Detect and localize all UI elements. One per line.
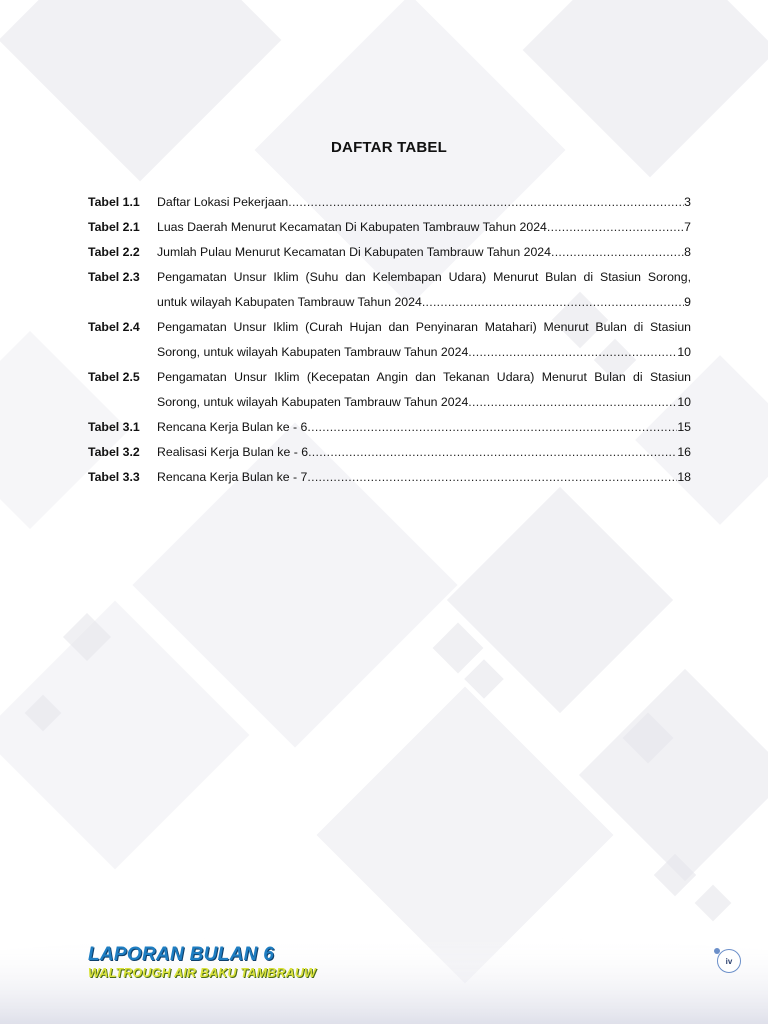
toc-entry-label: Tabel 2.2 bbox=[88, 245, 140, 259]
toc-entry-title: Rencana Kerja Bulan ke - 6 bbox=[157, 420, 308, 434]
toc-entry-title-line1: Pengamatan Unsur Iklim (Curah Hujan dan Penyinaran Matahari) Menurut Bulan di Stasiun bbox=[157, 320, 691, 334]
toc-entry-title: Realisasi Kerja Bulan ke - 6 bbox=[157, 445, 309, 459]
toc-entry[interactable] bbox=[88, 240, 691, 265]
toc-entry[interactable] bbox=[88, 215, 691, 240]
toc-entry-page: 3 bbox=[684, 195, 691, 209]
leader-dots bbox=[468, 390, 677, 415]
toc-entry-label: Tabel 2.4 bbox=[88, 320, 140, 334]
toc-entry[interactable] bbox=[88, 415, 691, 440]
toc-entry-label: Tabel 3.2 bbox=[88, 445, 140, 459]
toc-entry-label: Tabel 3.1 bbox=[88, 420, 140, 434]
toc-entry[interactable] bbox=[88, 365, 691, 415]
toc-entry-label: Tabel 2.5 bbox=[88, 370, 140, 384]
page-number-dot-icon bbox=[714, 948, 720, 954]
toc-entry-title: Luas Daerah Menurut Kecamatan Di Kabupaten Tambrauw Tahun 2024 bbox=[157, 220, 547, 234]
toc-entry-title-line1: Pengamatan Unsur Iklim (Kecepatan Angin dan Tekanan Udara) Menurut Bulan di Stasiun bbox=[157, 370, 691, 384]
toc-entry[interactable] bbox=[88, 265, 691, 315]
leader-dots bbox=[422, 290, 684, 315]
footer-report-title: LAPORAN BULAN 6 bbox=[88, 944, 275, 965]
toc-entry-title: untuk wilayah Kabupaten Tambrauw Tahun 2024 bbox=[157, 295, 422, 309]
toc-entry-label: Tabel 2.3 bbox=[88, 270, 140, 284]
toc-entry-title: Sorong, untuk wilayah Kabupaten Tambrauw Tahun 2024 bbox=[157, 395, 469, 409]
toc-entry-label: Tabel 1.1 bbox=[88, 195, 140, 209]
leader-dots bbox=[468, 340, 677, 365]
leader-dots bbox=[307, 415, 677, 440]
toc-entry-page: 10 bbox=[677, 345, 691, 359]
leader-dots bbox=[551, 240, 684, 265]
toc-entry[interactable] bbox=[88, 190, 691, 215]
toc-entry-title: Rencana Kerja Bulan ke - 7 bbox=[157, 470, 308, 484]
toc-entry-label: Tabel 2.1 bbox=[88, 220, 140, 234]
toc-entry-page: 7 bbox=[684, 220, 691, 234]
toc-entry-page: 15 bbox=[677, 420, 691, 434]
leader-dots bbox=[308, 440, 677, 465]
toc-entry-page: 18 bbox=[677, 470, 691, 484]
toc-entry-title-line1: Pengamatan Unsur Iklim (Suhu dan Kelembapan Udara) Menurut Bulan di Stasiun Sorong, bbox=[157, 270, 691, 284]
leader-dots bbox=[288, 190, 684, 215]
page-number-badge: iv bbox=[717, 949, 741, 973]
footer-project-subtitle: WALTROUGH AIR BAKU TAMBRAUW bbox=[88, 966, 317, 980]
toc-entry-title: Sorong, untuk wilayah Kabupaten Tambrauw Tahun 2024 bbox=[157, 345, 469, 359]
toc-entry-page: 10 bbox=[677, 395, 691, 409]
leader-dots bbox=[547, 215, 684, 240]
toc-entry-page: 9 bbox=[684, 295, 691, 309]
toc-entry-page: 16 bbox=[677, 445, 691, 459]
toc-entry-label: Tabel 3.3 bbox=[88, 470, 140, 484]
toc-entry[interactable] bbox=[88, 465, 691, 490]
toc-entry[interactable] bbox=[88, 315, 691, 365]
toc-entry-title: Jumlah Pulau Menurut Kecamatan Di Kabupaten Tambrauw Tahun 2024 bbox=[157, 245, 551, 259]
table-of-tables bbox=[88, 190, 691, 490]
toc-entry[interactable] bbox=[88, 440, 691, 465]
toc-entry-page: 8 bbox=[684, 245, 691, 259]
leader-dots bbox=[307, 465, 677, 490]
toc-entry-title: Daftar Lokasi Pekerjaan bbox=[157, 195, 289, 209]
page-title: DAFTAR TABEL bbox=[331, 139, 447, 156]
